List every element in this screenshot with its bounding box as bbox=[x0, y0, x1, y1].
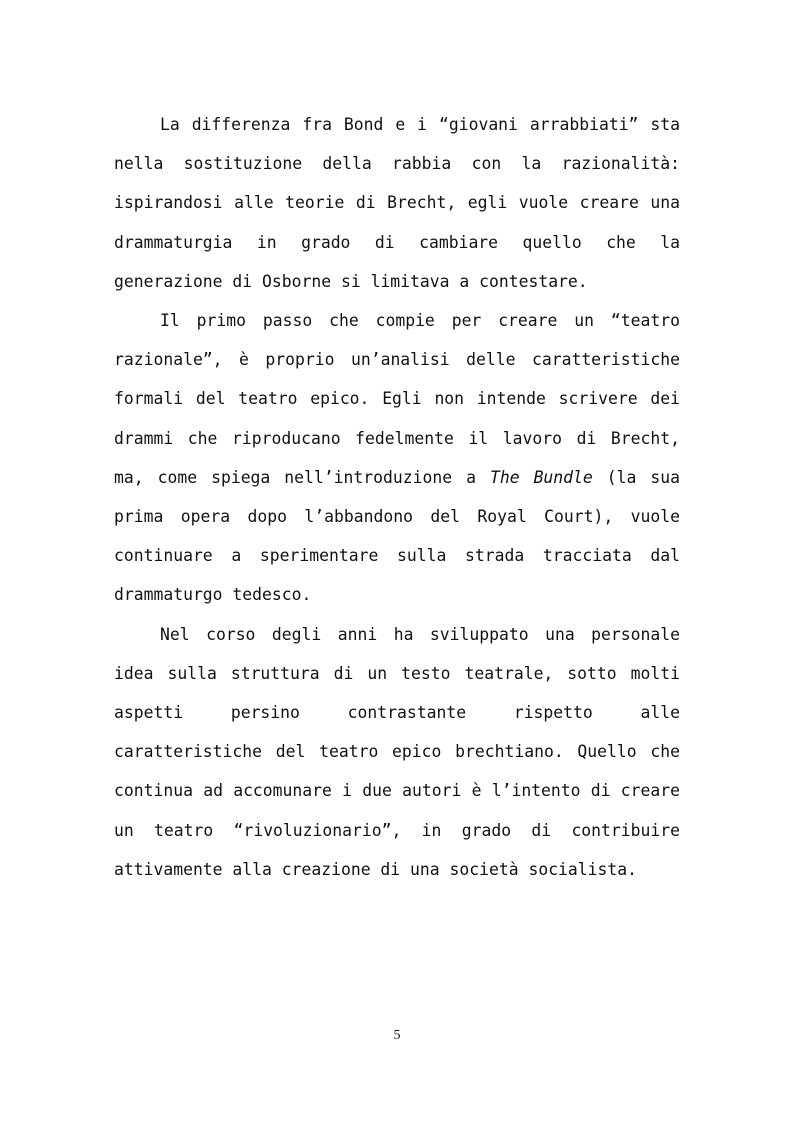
paragraph-3: Nel corso degli anni ha sviluppato una personale idea sulla struttura di un testo teatrale, sotto molti aspetti persino contrastante rispetto alle caratteristiche del teatro epico brechtiano. Quello che continua ad accomunare i due autori è l’intento di creare un teatro “rivoluzionario”, in grado di contribuire attivamente alla creazione di una società socialista. bbox=[114, 624, 680, 879]
paragraph-2-text-before: Il primo passo che compie per creare un “teatro razionale”, è proprio un’analisi delle caratteristiche formali del teatro epico. Egli non intende scrivere dei drammi che riproducano fedelmente il lavoro di Brecht, ma, come spiega nell’introduzione a bbox=[114, 311, 680, 487]
page-number: 5 bbox=[393, 1028, 401, 1043]
body-text bbox=[114, 105, 680, 889]
paragraph-1: La differenza fra Bond e i “giovani arrabbiati” sta nella sostituzione della rabbia con la razionalità: ispirandosi alle teorie di Brecht, egli vuole creare una drammaturgia in grado di cambiare quello che la generazione di Osborne si limitava a contestare. bbox=[114, 115, 680, 291]
paragraph-2 bbox=[114, 301, 680, 615]
italic-work-title: The Bundle bbox=[489, 467, 593, 487]
paragraph-2-text-after: (la sua prima opera dopo l’abbandono del Royal Court), vuole continuare a sperimentare sulla strada tracciata dal drammaturgo tedesco. bbox=[114, 467, 681, 605]
